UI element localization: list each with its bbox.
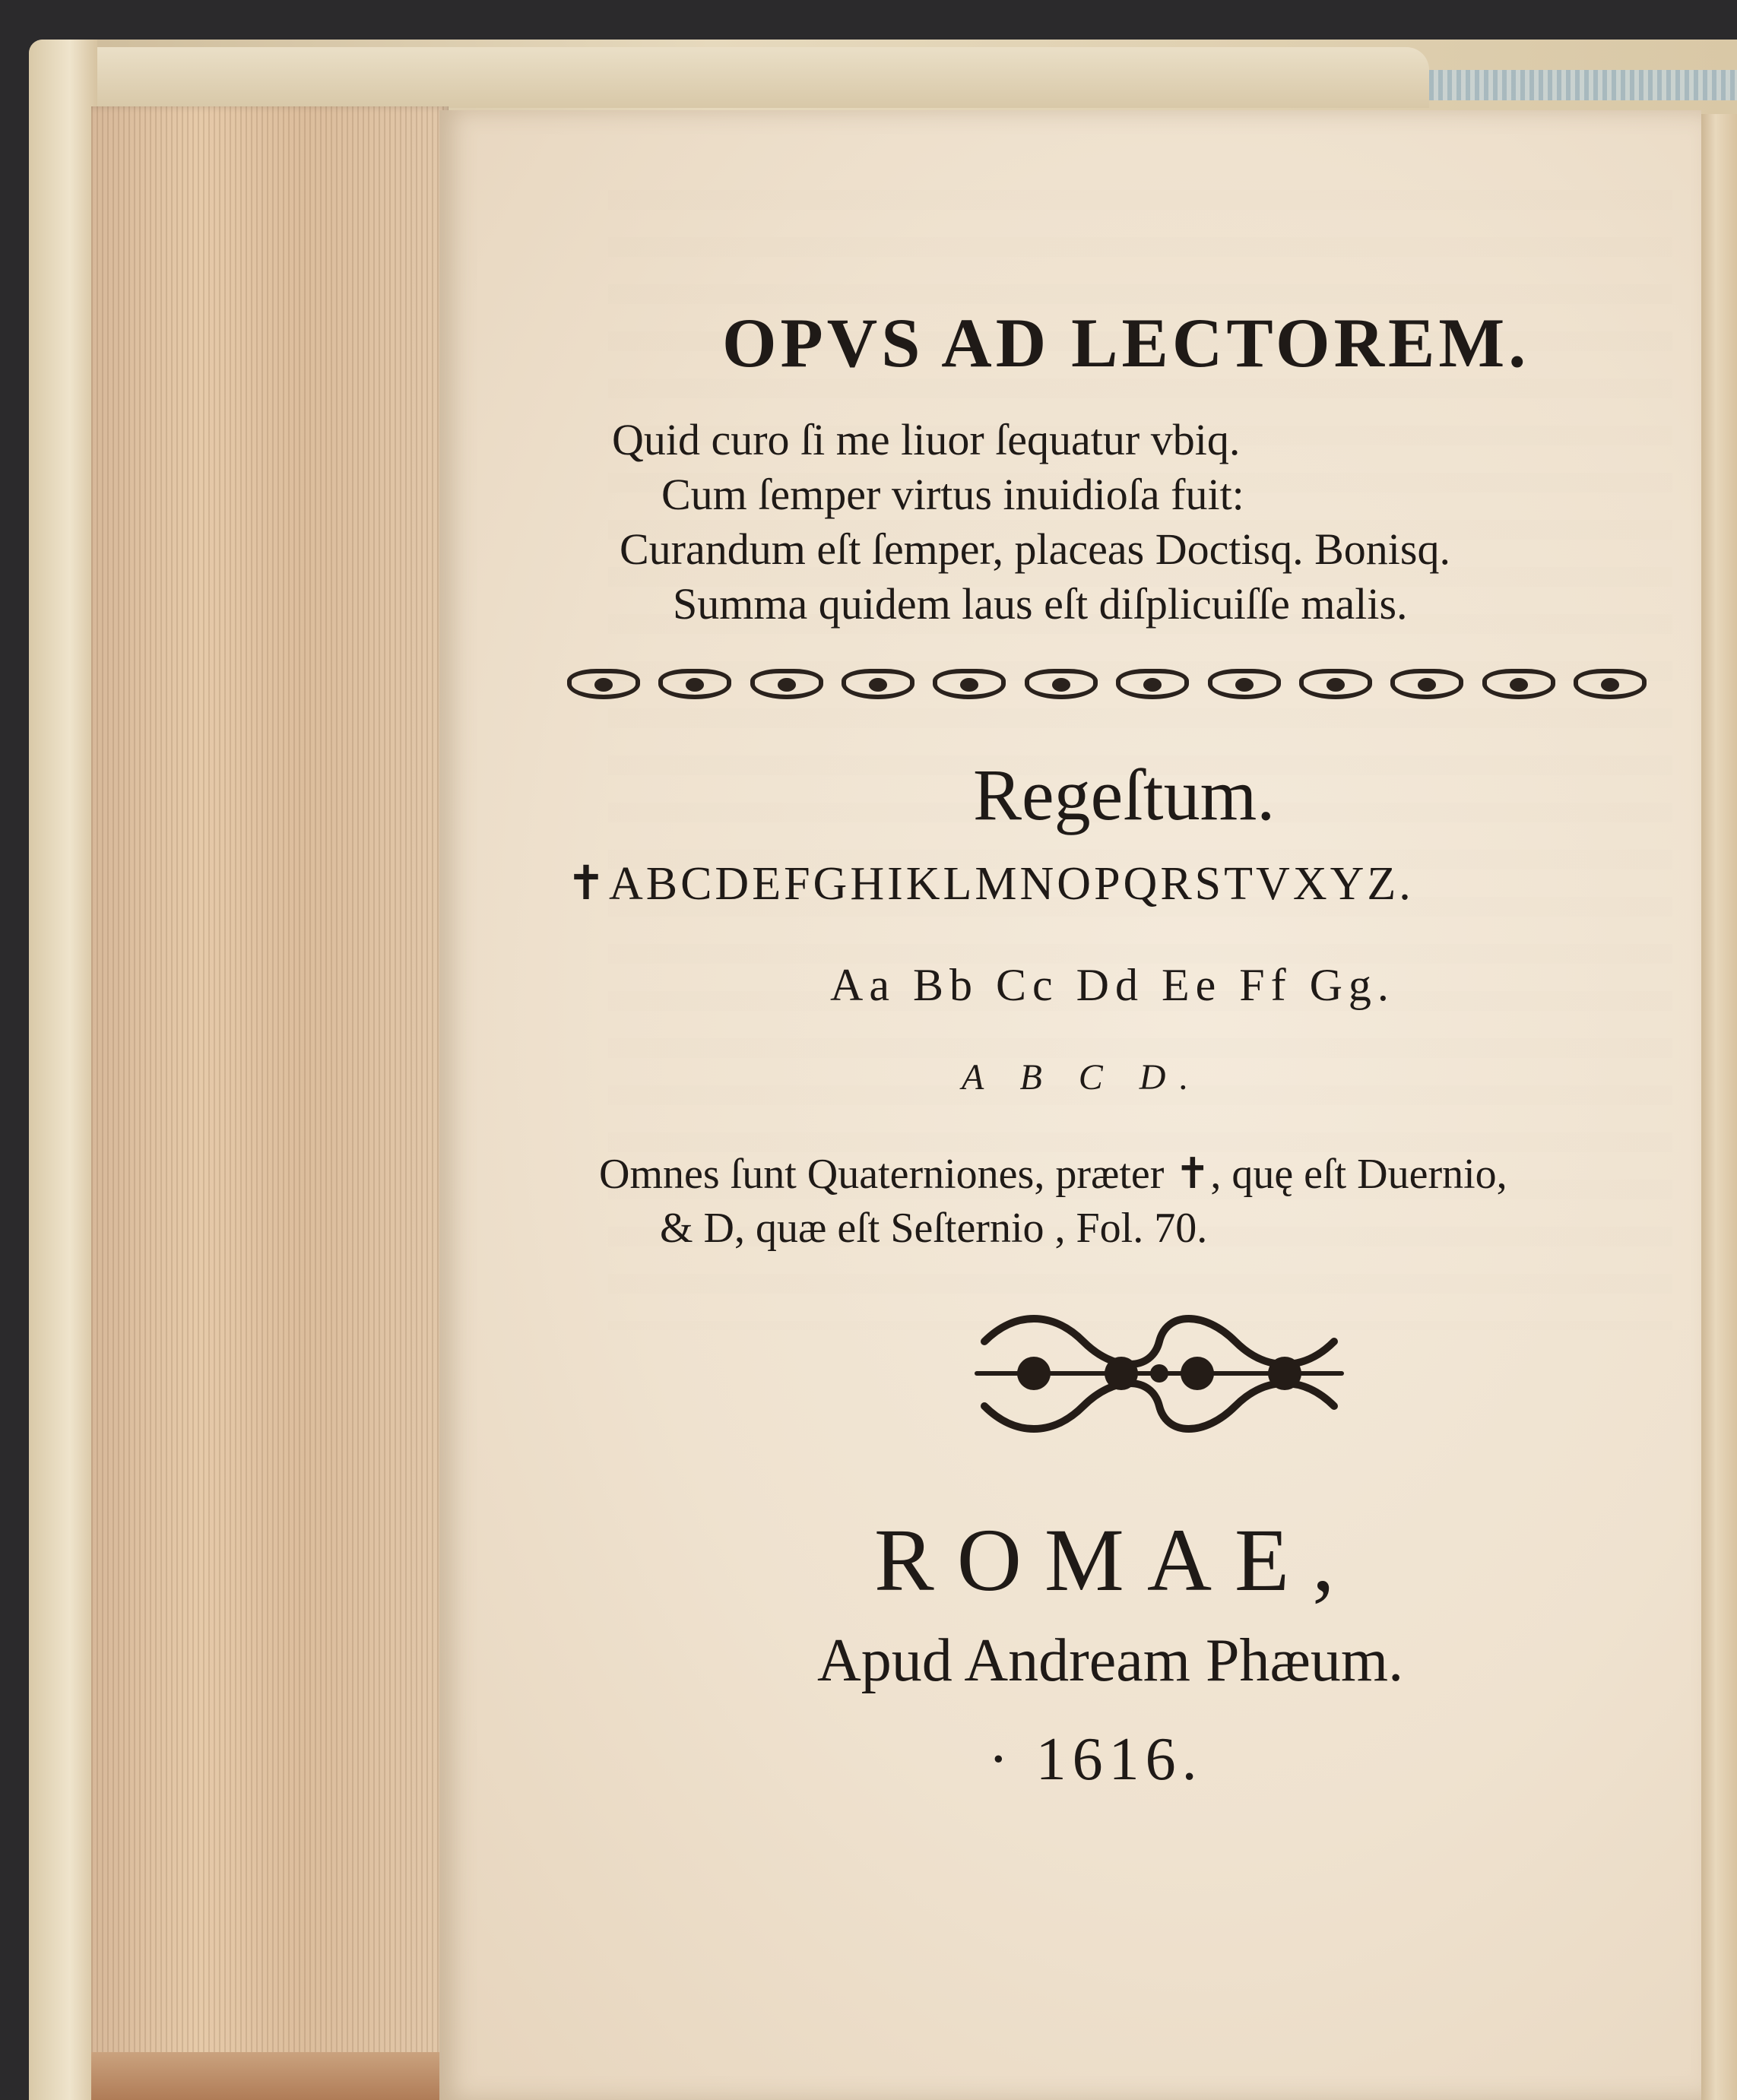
register-alphabet: ✝ABCDEFGHIKLMNOPQRSTVXYZ. — [566, 858, 1414, 910]
ornament-icon — [1025, 669, 1098, 699]
ornament-icon — [842, 669, 914, 699]
ornament-border — [567, 663, 1647, 705]
ornament-icon — [1482, 669, 1555, 699]
verse-line-4: Summa quidem laus eſt diſplicuiſſe malis. — [673, 579, 1408, 629]
ornament-icon — [1299, 669, 1372, 699]
imprint-printer: Apud Andream Phæum. — [817, 1627, 1404, 1694]
cover-top-edge — [46, 47, 1429, 108]
imprint-year: · 1616. — [988, 1726, 1203, 1793]
verse-line-2: Cum ſemper virtus inuidioſa fuit: — [661, 470, 1244, 519]
ornament-icon — [658, 669, 731, 699]
register-note-line-2: & D, quæ eſt Seſternio , Fol. 70. — [660, 1205, 1208, 1252]
register-note-line-1: Omnes ſunt Quaterniones, præter ✝, quę eſt Duernio, — [599, 1151, 1507, 1198]
page-block-edge — [91, 106, 449, 2083]
cover-blue-label — [1429, 70, 1737, 100]
ornament-icon — [1116, 669, 1189, 699]
register-alphabet-script: A B C D. — [962, 1057, 1203, 1098]
fleuron-ornament-icon — [969, 1311, 1349, 1436]
register-heading: Regeſtum. — [973, 754, 1276, 835]
verse-line-3: Curandum eſt ſemper, placeas Doctisq. Bonisq. — [620, 524, 1450, 574]
ornament-icon — [1390, 669, 1463, 699]
gutter-next-page — [1701, 114, 1737, 2100]
page-block-bottom — [91, 2052, 456, 2100]
ornament-icon — [933, 669, 1006, 699]
register-alphabet-double: Aa Bb Cc Dd Ee Ff Gg. — [830, 960, 1395, 1010]
ornament-icon — [750, 669, 823, 699]
ornament-icon — [1574, 669, 1647, 699]
page-title: OPVS AD LECTOREM. — [722, 304, 1530, 382]
ornament-icon — [567, 669, 640, 699]
ornament-icon — [1208, 669, 1281, 699]
verse-line-1: Quid curo ſi me liuor ſequatur vbiq. — [612, 415, 1241, 464]
left-binding-board — [29, 40, 97, 2100]
imprint-city: ROMAE, — [874, 1510, 1358, 1610]
